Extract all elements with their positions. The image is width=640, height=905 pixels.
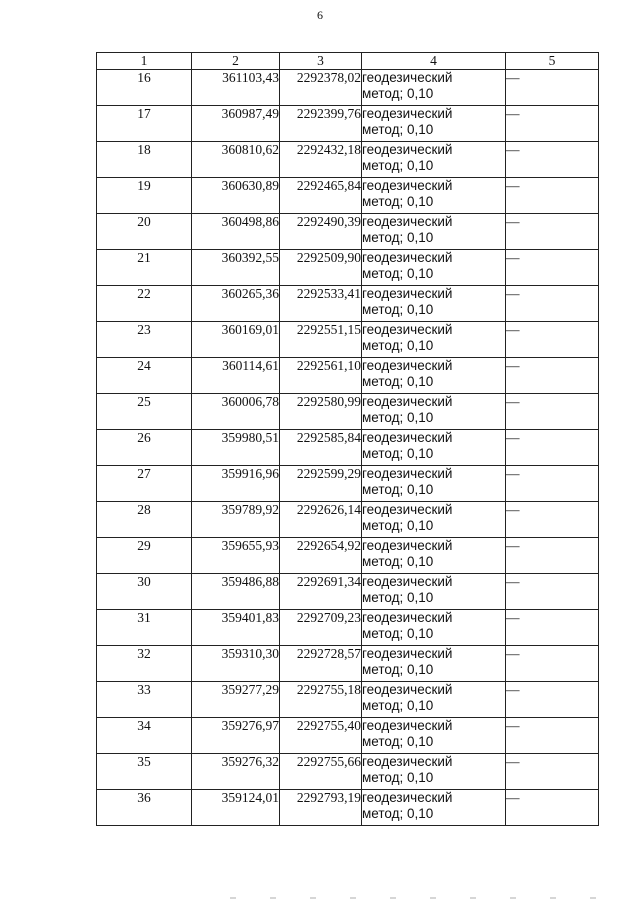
y-coordinate-cell: 2292509,90 bbox=[280, 250, 362, 286]
method-line-2: метод; 0,10 bbox=[362, 338, 434, 353]
method-cell bbox=[362, 106, 506, 142]
method-line-1: геодезический bbox=[362, 106, 453, 121]
method-line-2: метод; 0,10 bbox=[362, 86, 434, 101]
method-line-2: метод; 0,10 bbox=[362, 662, 434, 677]
x-coordinate-cell: 360987,49 bbox=[192, 106, 280, 142]
point-number-cell: 22 bbox=[97, 286, 192, 322]
column-header-3: 3 bbox=[280, 53, 362, 70]
method-cell bbox=[362, 286, 506, 322]
point-number-cell: 30 bbox=[97, 574, 192, 610]
y-coordinate-cell: 2292580,99 bbox=[280, 394, 362, 430]
table-row bbox=[97, 142, 599, 178]
y-coordinate-cell: 2292654,92 bbox=[280, 538, 362, 574]
point-number-cell: 29 bbox=[97, 538, 192, 574]
method-line-1: геодезический bbox=[362, 394, 453, 409]
point-number-cell: 36 bbox=[97, 790, 192, 826]
table-row bbox=[97, 466, 599, 502]
method-cell bbox=[362, 394, 506, 430]
method-line-1: геодезический bbox=[362, 250, 453, 265]
point-number-cell: 25 bbox=[97, 394, 192, 430]
method-line-2: метод; 0,10 bbox=[362, 410, 434, 425]
point-number-cell: 31 bbox=[97, 610, 192, 646]
y-coordinate-cell: 2292728,57 bbox=[280, 646, 362, 682]
method-line-1: геодезический bbox=[362, 70, 453, 85]
method-line-2: метод; 0,10 bbox=[362, 806, 434, 821]
y-coordinate-cell: 2292755,40 bbox=[280, 718, 362, 754]
x-coordinate-cell: 359276,97 bbox=[192, 718, 280, 754]
column-5-cell: — bbox=[506, 718, 599, 754]
column-5-cell: — bbox=[506, 430, 599, 466]
method-line-1: геодезический bbox=[362, 538, 453, 553]
point-number-cell: 23 bbox=[97, 322, 192, 358]
y-coordinate-cell: 2292691,34 bbox=[280, 574, 362, 610]
table-row bbox=[97, 718, 599, 754]
method-cell bbox=[362, 502, 506, 538]
table-row bbox=[97, 250, 599, 286]
x-coordinate-cell: 360169,01 bbox=[192, 322, 280, 358]
point-number-cell: 16 bbox=[97, 70, 192, 106]
method-cell bbox=[362, 322, 506, 358]
table-row bbox=[97, 394, 599, 430]
method-line-2: метод; 0,10 bbox=[362, 122, 434, 137]
method-line-1: геодезический bbox=[362, 430, 453, 445]
table-row bbox=[97, 322, 599, 358]
method-line-1: геодезический bbox=[362, 610, 453, 625]
method-line-1: геодезический bbox=[362, 358, 453, 373]
y-coordinate-cell: 2292709,23 bbox=[280, 610, 362, 646]
x-coordinate-cell: 361103,43 bbox=[192, 70, 280, 106]
method-line-1: геодезический bbox=[362, 682, 453, 697]
point-number-cell: 17 bbox=[97, 106, 192, 142]
column-5-cell: — bbox=[506, 790, 599, 826]
y-coordinate-cell: 2292399,76 bbox=[280, 106, 362, 142]
column-header-5: 5 bbox=[506, 53, 599, 70]
method-cell bbox=[362, 538, 506, 574]
method-line-1: геодезический bbox=[362, 502, 453, 517]
x-coordinate-cell: 359980,51 bbox=[192, 430, 280, 466]
method-cell bbox=[362, 358, 506, 394]
point-number-cell: 19 bbox=[97, 178, 192, 214]
x-coordinate-cell: 360114,61 bbox=[192, 358, 280, 394]
method-line-2: метод; 0,10 bbox=[362, 230, 434, 245]
method-line-2: метод; 0,10 bbox=[362, 698, 434, 713]
point-number-cell: 34 bbox=[97, 718, 192, 754]
method-line-2: метод; 0,10 bbox=[362, 482, 434, 497]
method-line-2: метод; 0,10 bbox=[362, 374, 434, 389]
method-cell bbox=[362, 610, 506, 646]
table-row bbox=[97, 574, 599, 610]
method-line-1: геодезический bbox=[362, 178, 453, 193]
point-number-cell: 24 bbox=[97, 358, 192, 394]
column-5-cell: — bbox=[506, 358, 599, 394]
y-coordinate-cell: 2292755,66 bbox=[280, 754, 362, 790]
y-coordinate-cell: 2292561,10 bbox=[280, 358, 362, 394]
x-coordinate-cell: 359276,32 bbox=[192, 754, 280, 790]
table-row bbox=[97, 790, 599, 826]
method-cell bbox=[362, 754, 506, 790]
column-header-1: 1 bbox=[97, 53, 192, 70]
x-coordinate-cell: 359277,29 bbox=[192, 682, 280, 718]
x-coordinate-cell: 359916,96 bbox=[192, 466, 280, 502]
table-row bbox=[97, 106, 599, 142]
method-cell bbox=[362, 790, 506, 826]
table-row bbox=[97, 682, 599, 718]
method-line-1: геодезический bbox=[362, 646, 453, 661]
x-coordinate-cell: 360630,89 bbox=[192, 178, 280, 214]
column-5-cell: — bbox=[506, 754, 599, 790]
y-coordinate-cell: 2292378,02 bbox=[280, 70, 362, 106]
method-cell bbox=[362, 682, 506, 718]
x-coordinate-cell: 359486,88 bbox=[192, 574, 280, 610]
x-coordinate-cell: 360392,55 bbox=[192, 250, 280, 286]
column-5-cell: — bbox=[506, 610, 599, 646]
column-5-cell: — bbox=[506, 214, 599, 250]
point-number-cell: 18 bbox=[97, 142, 192, 178]
x-coordinate-cell: 360498,86 bbox=[192, 214, 280, 250]
column-5-cell: — bbox=[506, 502, 599, 538]
y-coordinate-cell: 2292599,29 bbox=[280, 466, 362, 502]
y-coordinate-cell: 2292465,84 bbox=[280, 178, 362, 214]
x-coordinate-cell: 360006,78 bbox=[192, 394, 280, 430]
method-line-2: метод; 0,10 bbox=[362, 770, 434, 785]
point-number-cell: 27 bbox=[97, 466, 192, 502]
point-number-cell: 26 bbox=[97, 430, 192, 466]
method-line-2: метод; 0,10 bbox=[362, 626, 434, 641]
x-coordinate-cell: 359310,30 bbox=[192, 646, 280, 682]
scan-edge-artifact bbox=[230, 897, 610, 899]
table-row bbox=[97, 286, 599, 322]
column-5-cell: — bbox=[506, 538, 599, 574]
method-line-2: метод; 0,10 bbox=[362, 734, 434, 749]
method-cell bbox=[362, 646, 506, 682]
column-5-cell: — bbox=[506, 646, 599, 682]
method-line-2: метод; 0,10 bbox=[362, 266, 434, 281]
y-coordinate-cell: 2292533,41 bbox=[280, 286, 362, 322]
x-coordinate-cell: 359655,93 bbox=[192, 538, 280, 574]
method-line-2: метод; 0,10 bbox=[362, 590, 434, 605]
method-cell bbox=[362, 70, 506, 106]
column-5-cell: — bbox=[506, 70, 599, 106]
column-5-cell: — bbox=[506, 286, 599, 322]
method-line-1: геодезический bbox=[362, 286, 453, 301]
table-row bbox=[97, 502, 599, 538]
method-line-1: геодезический bbox=[362, 754, 453, 769]
table-row bbox=[97, 538, 599, 574]
method-line-1: геодезический bbox=[362, 718, 453, 733]
method-cell bbox=[362, 466, 506, 502]
column-header-4: 4 bbox=[362, 53, 506, 70]
method-line-1: геодезический bbox=[362, 790, 453, 805]
method-line-1: геодезический bbox=[362, 214, 453, 229]
y-coordinate-cell: 2292432,18 bbox=[280, 142, 362, 178]
method-line-1: геодезический bbox=[362, 574, 453, 589]
method-line-2: метод; 0,10 bbox=[362, 302, 434, 317]
x-coordinate-cell: 360810,62 bbox=[192, 142, 280, 178]
method-line-2: метод; 0,10 bbox=[362, 158, 434, 173]
column-5-cell: — bbox=[506, 322, 599, 358]
method-line-1: геодезический bbox=[362, 142, 453, 157]
point-number-cell: 35 bbox=[97, 754, 192, 790]
method-cell bbox=[362, 430, 506, 466]
table-row bbox=[97, 754, 599, 790]
table-row bbox=[97, 610, 599, 646]
x-coordinate-cell: 359124,01 bbox=[192, 790, 280, 826]
method-cell bbox=[362, 250, 506, 286]
column-5-cell: — bbox=[506, 178, 599, 214]
column-5-cell: — bbox=[506, 574, 599, 610]
column-5-cell: — bbox=[506, 250, 599, 286]
point-number-cell: 20 bbox=[97, 214, 192, 250]
table-row bbox=[97, 430, 599, 466]
column-5-cell: — bbox=[506, 682, 599, 718]
point-number-cell: 33 bbox=[97, 682, 192, 718]
method-cell bbox=[362, 214, 506, 250]
method-line-1: геодезический bbox=[362, 322, 453, 337]
method-cell bbox=[362, 178, 506, 214]
y-coordinate-cell: 2292755,18 bbox=[280, 682, 362, 718]
table-row bbox=[97, 70, 599, 106]
y-coordinate-cell: 2292551,15 bbox=[280, 322, 362, 358]
point-number-cell: 32 bbox=[97, 646, 192, 682]
point-number-cell: 28 bbox=[97, 502, 192, 538]
coordinates-table bbox=[96, 52, 599, 826]
column-header-2: 2 bbox=[192, 53, 280, 70]
table-row bbox=[97, 214, 599, 250]
column-5-cell: — bbox=[506, 142, 599, 178]
column-5-cell: — bbox=[506, 106, 599, 142]
y-coordinate-cell: 2292626,14 bbox=[280, 502, 362, 538]
method-cell bbox=[362, 574, 506, 610]
column-5-cell: — bbox=[506, 466, 599, 502]
y-coordinate-cell: 2292490,39 bbox=[280, 214, 362, 250]
y-coordinate-cell: 2292793,19 bbox=[280, 790, 362, 826]
table-row bbox=[97, 646, 599, 682]
method-line-2: метод; 0,10 bbox=[362, 194, 434, 209]
point-number-cell: 21 bbox=[97, 250, 192, 286]
table-header-row bbox=[97, 53, 599, 70]
x-coordinate-cell: 359401,83 bbox=[192, 610, 280, 646]
method-line-2: метод; 0,10 bbox=[362, 518, 434, 533]
table-body bbox=[97, 70, 599, 826]
page-number: 6 bbox=[317, 8, 323, 22]
y-coordinate-cell: 2292585,84 bbox=[280, 430, 362, 466]
method-line-2: метод; 0,10 bbox=[362, 554, 434, 569]
table-row bbox=[97, 178, 599, 214]
method-cell bbox=[362, 142, 506, 178]
method-line-1: геодезический bbox=[362, 466, 453, 481]
x-coordinate-cell: 359789,92 bbox=[192, 502, 280, 538]
method-cell bbox=[362, 718, 506, 754]
method-line-2: метод; 0,10 bbox=[362, 446, 434, 461]
x-coordinate-cell: 360265,36 bbox=[192, 286, 280, 322]
column-5-cell: — bbox=[506, 394, 599, 430]
table-row bbox=[97, 358, 599, 394]
